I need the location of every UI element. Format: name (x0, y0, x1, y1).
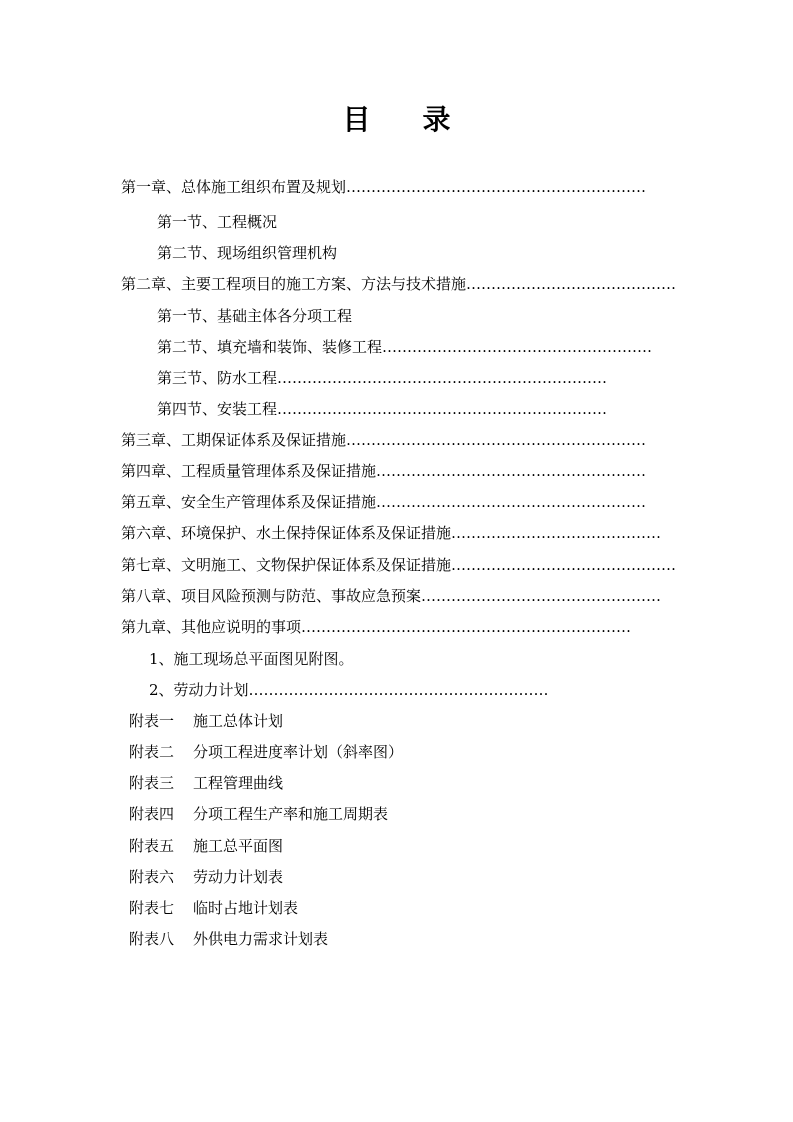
toc-entry[interactable]: 第一章、总体施工组织布置及规划…………………………………………………… (121, 178, 647, 196)
toc-entry[interactable]: 第三节、防水工程………………………………………………………… (157, 369, 608, 387)
toc-entry[interactable]: 第九章、其他应说明的事项………………………………………………………… (121, 618, 632, 636)
toc-entry[interactable]: 第二节、填充墙和装饰、装修工程……………………………………………… (157, 338, 653, 356)
appendix-entry[interactable]: 附表七 临时占地计划表 (129, 899, 299, 917)
toc-entry[interactable]: 第八章、项目风险预测与防范、事故应急预案………………………………………… (121, 587, 662, 605)
toc-entry[interactable]: 第四章、工程质量管理体系及保证措施……………………………………………… (121, 462, 647, 480)
page-title (0, 98, 793, 138)
title-char-left: 目 (342, 103, 371, 136)
toc-entry[interactable]: 第一节、基础主体各分项工程 (157, 307, 353, 325)
toc-entry[interactable]: 第一节、工程概况 (157, 213, 278, 231)
toc-entry[interactable]: 第七章、文明施工、文物保护保证体系及保证措施……………………………………… (121, 556, 677, 574)
appendix-entry[interactable]: 附表八 外供电力需求计划表 (129, 930, 329, 948)
toc-entry[interactable]: 第二节、现场组织管理机构 (157, 244, 338, 262)
appendix-entry[interactable]: 附表二 分项工程进度率计划（斜率图） (129, 743, 404, 761)
appendix-entry[interactable]: 附表四 分项工程生产率和施工周期表 (129, 805, 389, 823)
toc-entry[interactable]: 第六章、环境保护、水土保持保证体系及保证措施…………………………………… (121, 524, 662, 542)
toc-entry[interactable]: 第三章、工期保证体系及保证措施…………………………………………………… (121, 431, 647, 449)
appendix-entry[interactable]: 附表六 劳动力计划表 (129, 868, 284, 886)
title-char-right: 录 (422, 103, 451, 136)
appendix-entry[interactable]: 附表三 工程管理曲线 (129, 774, 284, 792)
appendix-entry[interactable]: 附表一 施工总体计划 (129, 712, 284, 730)
toc-entry[interactable]: 第四节、安装工程………………………………………………………… (157, 400, 608, 418)
appendix-entry[interactable]: 附表五 施工总平面图 (129, 837, 284, 855)
toc-entry[interactable]: 第五章、安全生产管理体系及保证措施……………………………………………… (121, 493, 647, 511)
toc-entry[interactable]: 2、劳动力计划…………………………………………………… (149, 681, 549, 699)
toc-entry[interactable]: 第二章、主要工程项目的施工方案、方法与技术措施…………………………………… (121, 275, 677, 293)
toc-entry[interactable]: 1、施工现场总平面图见附图。 (149, 650, 354, 668)
